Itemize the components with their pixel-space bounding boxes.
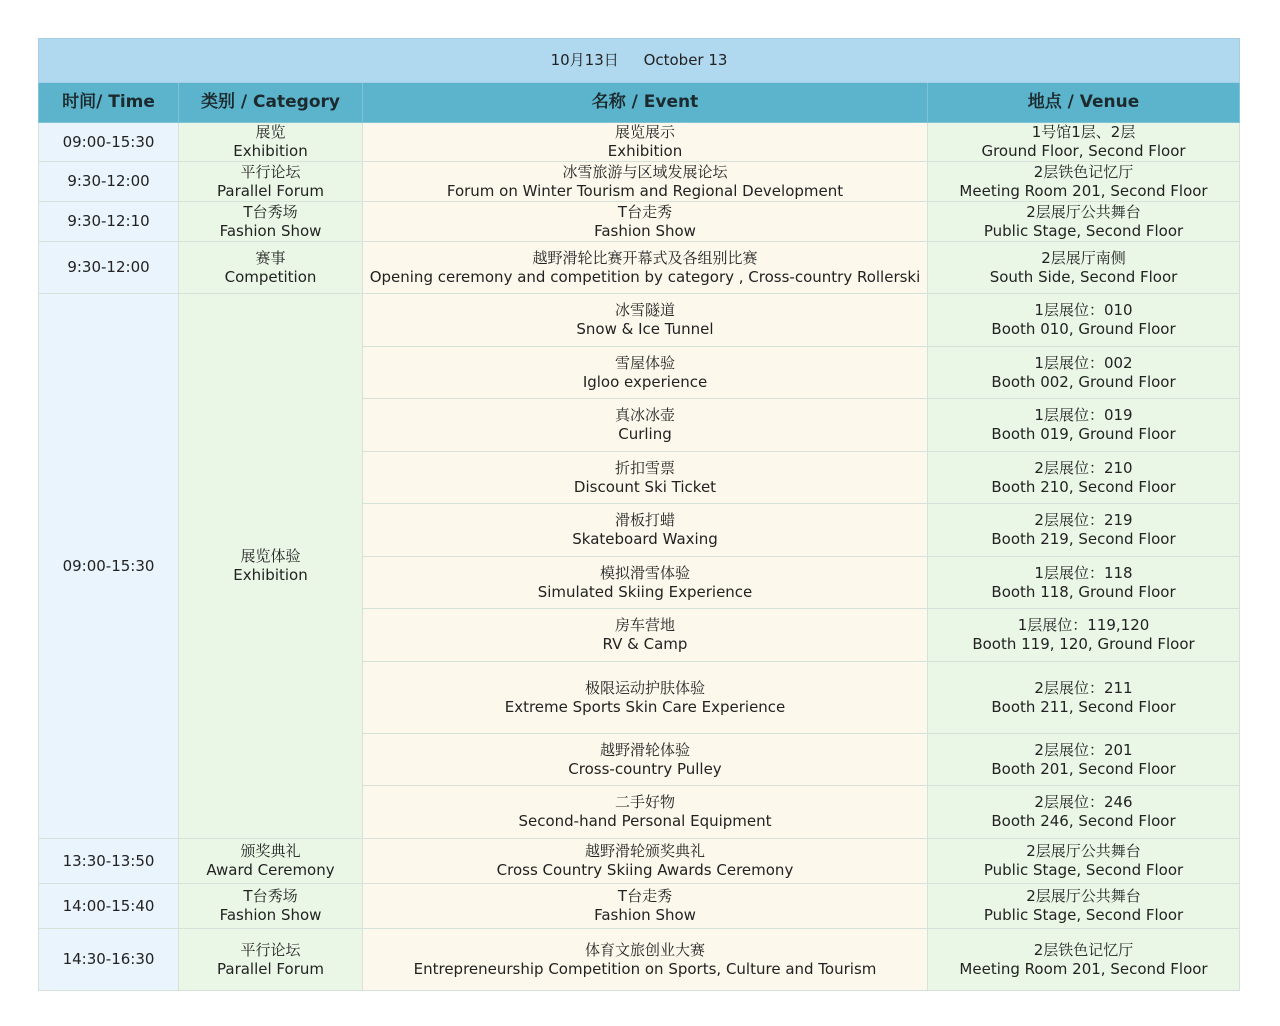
venue-en: Booth 119, 120, Ground Floor	[972, 635, 1195, 653]
venue-en: Booth 201, Second Floor	[991, 759, 1176, 778]
table-row	[39, 123, 1240, 162]
venue-en: Booth 002, Ground Floor	[991, 372, 1176, 391]
event-zh: 越野滑轮体验	[599, 740, 690, 759]
date-banner	[39, 39, 1240, 83]
column-header-event: 名称 / Event	[363, 83, 928, 123]
category-zh: 展览	[255, 123, 286, 141]
venue-en: Booth 010, Ground Floor	[991, 320, 1176, 338]
venue-zh: 2层展厅公共舞台	[1026, 202, 1141, 221]
event-en: RV & Camp	[602, 635, 688, 653]
venue-zh: 1层展位：119,120	[1017, 616, 1150, 634]
event-en: Skateboard Waxing	[572, 530, 718, 548]
venue-cell	[928, 123, 1240, 162]
category-zh: 颁奖典礼	[240, 842, 301, 860]
venue-cell	[928, 162, 1240, 202]
venue-cell	[928, 452, 1240, 504]
event-cell	[363, 452, 928, 504]
venue-cell	[928, 294, 1240, 347]
group-category-cell	[179, 294, 363, 839]
event-en: Second-hand Personal Equipment	[518, 812, 772, 830]
venue-zh: 2层铁色记忆厅	[1033, 162, 1134, 181]
venue-zh: 2层展位：210	[1034, 458, 1133, 477]
event-en: Curling	[618, 425, 672, 443]
venue-cell	[928, 786, 1240, 839]
venue-en: Public Stage, Second Floor	[983, 906, 1184, 924]
event-en: Forum on Winter Tourism and Regional Development	[446, 181, 844, 200]
category-en: Fashion Show	[219, 221, 322, 240]
venue-cell	[928, 884, 1240, 929]
event-en: Cross-country Pulley	[568, 759, 722, 778]
time-cell: 9:30-12:10	[39, 202, 179, 242]
table-row	[39, 162, 1240, 202]
event-cell	[363, 294, 928, 347]
venue-en: Ground Floor, Second Floor	[981, 142, 1186, 160]
category-cell	[179, 242, 363, 294]
category-en: Parallel Forum	[217, 181, 324, 200]
event-cell	[363, 929, 928, 991]
category-cell	[179, 162, 363, 202]
venue-zh: 2层铁色记忆厅	[1033, 940, 1134, 959]
category-en: Competition	[224, 267, 317, 286]
event-zh: 折扣雪票	[614, 458, 675, 477]
event-zh: T台走秀	[617, 887, 673, 905]
event-en: Snow & Ice Tunnel	[576, 320, 714, 338]
event-cell	[363, 662, 928, 734]
category-cell	[179, 123, 363, 162]
venue-en: Meeting Room 201, Second Floor	[959, 959, 1208, 978]
event-cell	[363, 557, 928, 609]
event-en: Extreme Sports Skin Care Experience	[504, 697, 786, 716]
venue-cell	[928, 557, 1240, 609]
event-cell	[363, 162, 928, 202]
category-cell	[179, 202, 363, 242]
time-cell: 14:00-15:40	[39, 884, 179, 929]
event-zh: 越野滑轮比赛开幕式及各组别比赛	[532, 248, 758, 267]
time-cell: 9:30-12:00	[39, 162, 179, 202]
venue-zh: 2层展厅南侧	[1041, 248, 1126, 267]
event-cell	[363, 786, 928, 839]
event-cell	[363, 242, 928, 294]
venue-cell	[928, 504, 1240, 557]
venue-zh: 2层展位：219	[1034, 511, 1133, 529]
category-zh: T台秀场	[243, 887, 298, 905]
venue-cell	[928, 347, 1240, 399]
event-en: Igloo experience	[582, 372, 708, 391]
venue-en: Public Stage, Second Floor	[983, 861, 1184, 879]
group-time-cell: 09:00-15:30	[39, 294, 179, 839]
event-en: Discount Ski Ticket	[573, 477, 717, 496]
venue-zh: 1层展位：118	[1034, 563, 1133, 582]
category-en: Award Ceremony	[206, 861, 335, 879]
category-en: Parallel Forum	[217, 959, 324, 978]
time-cell: 14:30-16:30	[39, 929, 179, 991]
category-zh: 平行论坛	[240, 940, 301, 959]
column-header-category: 类别 / Category	[179, 83, 363, 123]
venue-en: Booth 219, Second Floor	[991, 530, 1176, 548]
category-en: Exhibition	[233, 566, 308, 584]
category-zh: T台秀场	[243, 202, 298, 221]
event-zh: 雪屋体验	[614, 353, 675, 372]
venue-zh: 1层展位：010	[1034, 301, 1133, 319]
event-zh: 房车营地	[614, 616, 675, 634]
table-row	[39, 884, 1240, 929]
event-cell	[363, 202, 928, 242]
event-en: Simulated Skiing Experience	[537, 582, 753, 601]
venue-cell	[928, 662, 1240, 734]
column-header-venue: 地点 / Venue	[928, 83, 1240, 123]
venue-en: Booth 019, Ground Floor	[991, 425, 1176, 443]
event-cell	[363, 609, 928, 662]
venue-zh: 2层展位：246	[1034, 793, 1133, 811]
venue-zh: 1层展位：002	[1034, 353, 1133, 372]
venue-en: Booth 211, Second Floor	[991, 697, 1176, 716]
event-en: Opening ceremony and competition by category , Cross-country Rollerski	[369, 267, 921, 286]
table-row	[39, 294, 1240, 347]
venue-en: Public Stage, Second Floor	[983, 221, 1184, 240]
venue-cell	[928, 242, 1240, 294]
venue-cell	[928, 609, 1240, 662]
table-row	[39, 202, 1240, 242]
venue-en: Booth 246, Second Floor	[991, 812, 1176, 830]
event-zh: 二手好物	[614, 793, 675, 811]
event-zh: T台走秀	[617, 202, 673, 221]
schedule-table	[38, 38, 1240, 991]
event-cell	[363, 884, 928, 929]
venue-cell	[928, 839, 1240, 884]
time-cell: 13:30-13:50	[39, 839, 179, 884]
event-zh: 极限运动护肤体验	[584, 678, 705, 697]
time-cell: 9:30-12:00	[39, 242, 179, 294]
event-zh: 越野滑轮颁奖典礼	[584, 842, 705, 860]
event-zh: 滑板打蜡	[614, 511, 675, 529]
venue-zh: 2层展厅公共舞台	[1026, 842, 1141, 860]
venue-zh: 2层展位：201	[1034, 740, 1133, 759]
table-row	[39, 929, 1240, 991]
date-zh: 10月13日	[550, 51, 619, 69]
venue-cell	[928, 399, 1240, 452]
venue-en: South Side, Second Floor	[989, 267, 1178, 286]
event-cell	[363, 504, 928, 557]
column-header-time: 时间/ Time	[39, 83, 179, 123]
event-zh: 体育文旅创业大赛	[584, 940, 705, 959]
date-en: October 13	[643, 51, 728, 69]
time-cell: 09:00-15:30	[39, 123, 179, 162]
event-cell	[363, 347, 928, 399]
table-row	[39, 839, 1240, 884]
event-en: Fashion Show	[594, 221, 696, 240]
table-row	[39, 242, 1240, 294]
event-en: Cross Country Skiing Awards Ceremony	[496, 861, 794, 879]
category-cell	[179, 929, 363, 991]
category-en: Fashion Show	[219, 906, 322, 924]
event-en: Fashion Show	[594, 906, 696, 924]
venue-zh: 1层展位：019	[1034, 406, 1133, 424]
event-zh: 冰雪隧道	[614, 301, 675, 319]
category-cell	[179, 839, 363, 884]
event-zh: 模拟滑雪体验	[599, 563, 690, 582]
event-en: Entrepreneurship Competition on Sports, Culture and Tourism	[413, 959, 877, 978]
event-cell	[363, 734, 928, 786]
category-zh: 展览体验	[240, 547, 301, 565]
venue-cell	[928, 734, 1240, 786]
event-zh: 展览展示	[614, 123, 675, 141]
category-zh: 平行论坛	[240, 162, 301, 181]
venue-en: Meeting Room 201, Second Floor	[959, 181, 1208, 200]
event-zh: 冰雪旅游与区域发展论坛	[562, 162, 728, 181]
venue-cell	[928, 202, 1240, 242]
category-cell	[179, 884, 363, 929]
venue-zh: 2层展厅公共舞台	[1026, 887, 1141, 905]
event-en: Exhibition	[607, 142, 683, 160]
event-cell	[363, 399, 928, 452]
venue-zh: 2层展位：211	[1034, 678, 1133, 697]
category-en: Exhibition	[233, 142, 308, 160]
venue-en: Booth 210, Second Floor	[991, 477, 1176, 496]
venue-en: Booth 118, Ground Floor	[991, 582, 1176, 601]
event-zh: 真冰冰壶	[614, 406, 675, 424]
category-zh: 赛事	[255, 248, 286, 267]
event-cell	[363, 839, 928, 884]
venue-cell	[928, 929, 1240, 991]
venue-zh: 1号馆1层、2层	[1031, 123, 1136, 141]
event-cell	[363, 123, 928, 162]
